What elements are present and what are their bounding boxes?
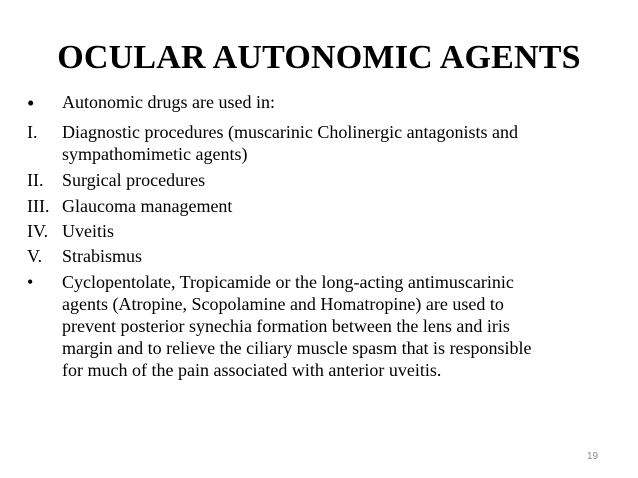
list-item-text: Uveitis (62, 221, 114, 241)
numbered-marker: V. (27, 246, 43, 266)
bullet-marker: • (27, 91, 35, 115)
list-item-text: Strabismus (62, 246, 143, 266)
paragraph-line: Cyclopentolate, Tropicamide or the long-acting antimuscarinic (62, 272, 514, 292)
intro-text: Autonomic drugs are used in: (62, 92, 275, 112)
numbered-marker: III. (27, 196, 50, 216)
list-item-text: Surgical procedures (62, 170, 206, 190)
paragraph-line: prevent posterior synechia formation between the lens and iris (62, 316, 510, 336)
slide-title: OCULAR AUTONOMIC AGENTS (57, 39, 581, 76)
paragraph-line: margin and to relieve the ciliary muscle spasm that is responsible (62, 338, 532, 358)
list-item-text: sympathomimetic agents) (62, 144, 248, 164)
list-item-text: Glaucoma management (62, 196, 233, 216)
page-number: 19 (587, 451, 599, 462)
list-item-text: Diagnostic procedures (muscarinic Cholinergic antagonists and (62, 122, 519, 142)
numbered-marker: IV. (27, 221, 49, 241)
paragraph-line: for much of the pain associated with anterior uveitis. (62, 360, 442, 380)
bullet-marker: • (27, 272, 34, 292)
numbered-marker: I. (27, 122, 38, 142)
numbered-marker: II. (27, 170, 44, 190)
paragraph-line: agents (Atropine, Scopolamine and Homatropine) are used to (62, 294, 504, 314)
